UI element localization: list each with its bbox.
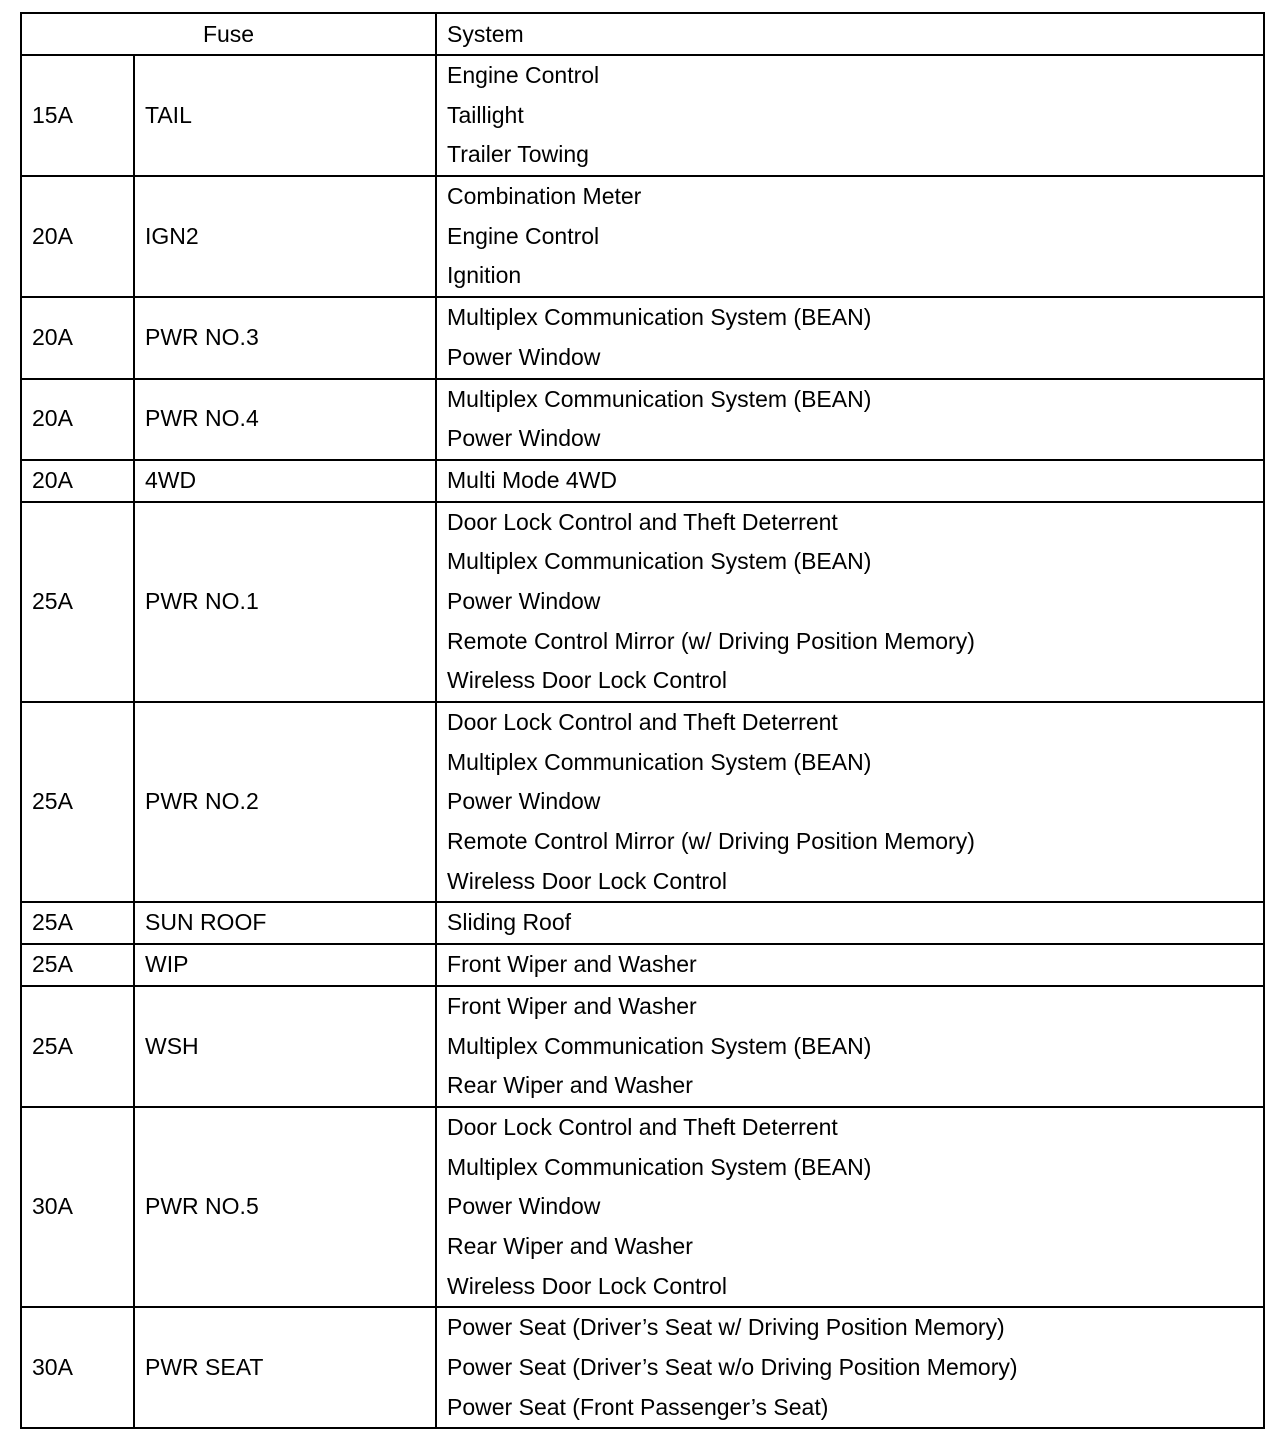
system-list [436, 297, 1264, 378]
fuse-name: PWR NO.4 [134, 379, 436, 460]
system-item: Door Lock Control and Theft Deterrent [447, 1113, 838, 1140]
system-item: Front Wiper and Washer [447, 992, 697, 1019]
fuse-name: WSH [134, 986, 436, 1107]
table-row [21, 944, 1264, 986]
fuse-amperage: 25A [21, 986, 134, 1107]
system-item: Power Seat (Driver’s Seat w/ Driving Position Memory) [447, 1314, 1005, 1341]
fuse-name: PWR NO.1 [134, 502, 436, 702]
system-item: Rear Wiper and Washer [447, 1232, 693, 1259]
table-row [21, 986, 1264, 1107]
system-item: Wireless Door Lock Control [447, 667, 727, 694]
system-list [436, 1307, 1264, 1428]
system-item: Wireless Door Lock Control [447, 1272, 727, 1299]
system-item: Door Lock Control and Theft Deterrent [447, 508, 838, 535]
system-item: Sliding Roof [447, 909, 572, 936]
fuse-name: PWR NO.2 [134, 702, 436, 902]
system-item: Power Window [447, 425, 601, 452]
system-list [436, 55, 1264, 176]
system-item: Engine Control [447, 62, 600, 88]
fuse-amperage: 20A [21, 379, 134, 460]
system-item: Multiplex Communication System (BEAN) [447, 548, 872, 575]
system-item: Rear Wiper and Washer [447, 1072, 693, 1099]
system-list [436, 502, 1264, 702]
system-list [436, 176, 1264, 297]
system-item: Front Wiper and Washer [447, 951, 697, 978]
table-row [21, 1307, 1264, 1428]
system-item: Taillight [447, 101, 524, 128]
system-item: Power Window [447, 343, 601, 370]
fuse-amperage: 25A [21, 944, 134, 986]
table-row [21, 379, 1264, 460]
header-fuse: Fuse [21, 13, 436, 55]
table-row [21, 460, 1264, 502]
fuse-name: SUN ROOF [134, 902, 436, 944]
system-item: Door Lock Control and Theft Deterrent [447, 709, 838, 736]
system-list [436, 379, 1264, 460]
fuse-name: 4WD [134, 460, 436, 502]
system-item: Remote Control Mirror (w/ Driving Position Memory) [447, 828, 975, 855]
system-item: Multiplex Communication System (BEAN) [447, 1153, 872, 1180]
system-item: Power Window [447, 1193, 601, 1220]
fuse-name: PWR NO.3 [134, 297, 436, 378]
system-item: Multiplex Communication System (BEAN) [447, 385, 872, 412]
fuse-table [20, 12, 1265, 1429]
fuse-amperage: 25A [21, 702, 134, 902]
system-list [436, 460, 1264, 502]
fuse-table-body [21, 55, 1264, 1428]
header-system: System [436, 13, 1264, 55]
system-item: Engine Control [447, 222, 600, 249]
table-row [21, 55, 1264, 176]
system-list [436, 944, 1264, 986]
fuse-amperage: 20A [21, 460, 134, 502]
system-item: Power Window [447, 587, 601, 614]
fuse-name: WIP [134, 944, 436, 986]
system-item: Power Seat (Driver’s Seat w/o Driving Position Memory) [447, 1354, 1018, 1381]
system-item: Ignition [447, 262, 522, 289]
table-row [21, 502, 1264, 702]
system-item: Wireless Door Lock Control [447, 867, 727, 894]
table-row [21, 902, 1264, 944]
fuse-name: IGN2 [134, 176, 436, 297]
fuse-amperage: 20A [21, 297, 134, 378]
system-list [436, 902, 1264, 944]
table-row [21, 1107, 1264, 1307]
fuse-amperage: 25A [21, 502, 134, 702]
system-item: Multiplex Communication System (BEAN) [447, 1032, 872, 1059]
table-row [21, 297, 1264, 378]
fuse-amperage: 30A [21, 1107, 134, 1307]
system-list [436, 1107, 1264, 1307]
fuse-amperage: 25A [21, 902, 134, 944]
header-row [21, 13, 1264, 55]
table-row [21, 702, 1264, 902]
system-item: Multiplex Communication System (BEAN) [447, 304, 872, 331]
fuse-amperage: 30A [21, 1307, 134, 1428]
system-list [436, 702, 1264, 902]
fuse-name: PWR SEAT [134, 1307, 436, 1428]
table-row [21, 176, 1264, 297]
system-item: Power Window [447, 788, 601, 815]
fuse-amperage: 20A [21, 176, 134, 297]
fuse-amperage: 15A [21, 55, 134, 176]
system-list [436, 986, 1264, 1107]
fuse-name: PWR NO.5 [134, 1107, 436, 1307]
system-item: Multi Mode 4WD [447, 466, 617, 493]
system-item: Power Seat (Front Passenger’s Seat) [447, 1393, 829, 1420]
system-item: Trailer Towing [447, 141, 589, 168]
system-item: Remote Control Mirror (w/ Driving Position Memory) [447, 627, 975, 654]
system-item: Multiplex Communication System (BEAN) [447, 748, 872, 775]
fuse-name: TAIL [134, 55, 436, 176]
system-item: Combination Meter [447, 183, 642, 210]
